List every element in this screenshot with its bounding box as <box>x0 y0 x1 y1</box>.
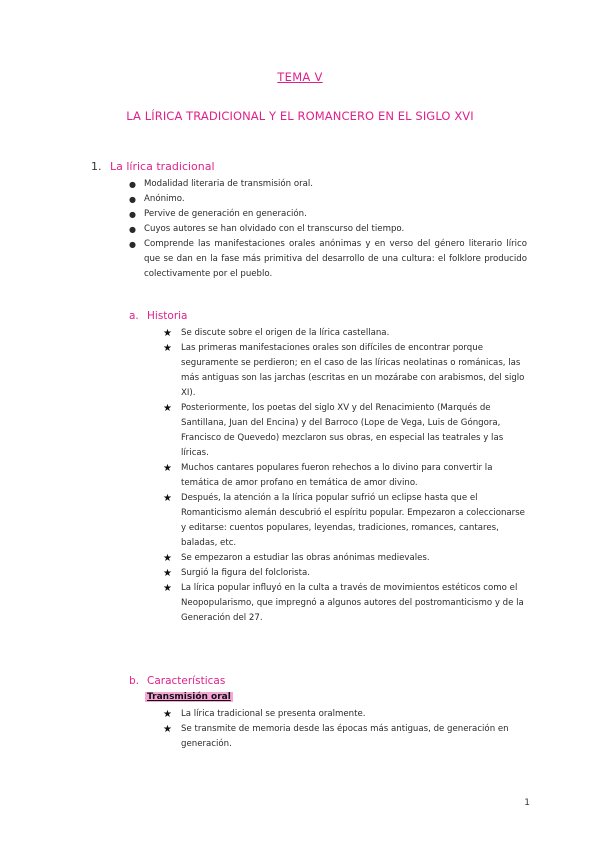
characteristics-bullet-list <box>163 707 527 752</box>
list-item: ★ Surgió la figura del folclorista. <box>163 568 311 579</box>
bullet-star-icon: ★ <box>163 463 172 474</box>
list-item: ★ La lírica tradicional se presenta oralmente. <box>163 709 366 720</box>
list-item: ★ Las primeras manifestaciones orales son difíciles de encontrar porque seguramente se perdieron; en el caso de las líricas neolatinas o románicas, las más antiguas son las jarchas (escritas en un mozárabe con arabismos, del siglo XI). <box>163 343 525 398</box>
theme-title: TEMA V <box>277 70 323 84</box>
list-item: ★ Se discute sobre el origen de la lírica castellana. <box>163 328 390 339</box>
bullet-star-icon: ★ <box>163 583 172 594</box>
bullet-dot-icon: ● <box>129 225 136 234</box>
bullet-star-icon: ★ <box>163 328 172 339</box>
subsection-heading-b <box>129 675 225 687</box>
bullet-star-icon: ★ <box>163 493 172 504</box>
history-bullet-list <box>163 326 527 626</box>
list-item: ● Cuyos autores se han olvidado con el transcurso del tiempo. <box>129 222 527 237</box>
subsection-heading-a <box>129 310 188 322</box>
bullet-dot-icon: ● <box>129 195 136 204</box>
bullet-dot-icon: ● <box>129 180 136 189</box>
highlighted-label: Transmisión oral <box>147 692 231 702</box>
list-item: ● Pervive de generación en generación. <box>129 207 527 222</box>
page-number: 1 <box>524 798 530 808</box>
section-heading-1 <box>91 160 215 173</box>
list-item: ● Comprende las manifestaciones orales anónimas y en verso del género literario lírico que se dan en la fase más primitiva del desarrollo de una cultura: el folklore producido colectivamente por el pueblo. <box>129 239 527 279</box>
list-item: ● Modalidad literaria de transmisión oral. <box>129 177 527 192</box>
list-item: ★ Se empezaron a estudiar las obras anónimas medievales. <box>163 553 430 564</box>
section-number: 1. <box>91 160 102 173</box>
bullet-dot-icon: ● <box>129 240 136 249</box>
subsection-title: Características <box>147 675 226 687</box>
list-item: ★ Se transmite de memoria desde las épocas más antiguas, de generación en generación. <box>163 724 509 749</box>
subsection-title: Historia <box>147 310 188 322</box>
subsection-letter: a. <box>129 310 139 322</box>
list-item: ★ Muchos cantares populares fueron rehechos a lo divino para convertir la temática de amor profano en temática de amor divino. <box>163 463 493 488</box>
bullet-star-icon: ★ <box>163 724 172 735</box>
bullet-star-icon: ★ <box>163 403 172 414</box>
section1-bullet-list <box>129 177 527 282</box>
bullet-star-icon: ★ <box>163 568 172 579</box>
section-title: La lírica tradicional <box>110 160 215 173</box>
list-item: ● Anónimo. <box>129 192 527 207</box>
bullet-star-icon: ★ <box>163 343 172 354</box>
bullet-star-icon: ★ <box>163 709 172 720</box>
list-item: ★ Después, la atención a la lírica popular sufrió un eclipse hasta que el Romanticismo alemán descubrió el espíritu popular. Empezaron a coleccionarse y editarse: cuentos populares, leyendas, tradiciones, romances, cantares, baladas, etc. <box>163 493 525 548</box>
list-item: ★ Posteriormente, los poetas del siglo XV y del Renacimiento (Marqués de Santillana, Juan del Encina) y del Barroco (Lope de Vega, Luis de Góngora, Francisco de Quevedo) mezclaron sus obras, en especial las teatrales y las líricas. <box>163 403 504 458</box>
main-title: LA LÍRICA TRADICIONAL Y EL ROMANCERO EN EL SIGLO XVI <box>126 109 474 123</box>
list-item: ★ La lírica popular influyó en la culta a través de movimientos estéticos como el Neopopularismo, que impregnó a algunos autores del postromanticismo y de la Generación del 27. <box>163 583 524 623</box>
bullet-star-icon: ★ <box>163 553 172 564</box>
bullet-dot-icon: ● <box>129 210 136 219</box>
subsection-letter: b. <box>129 675 140 687</box>
